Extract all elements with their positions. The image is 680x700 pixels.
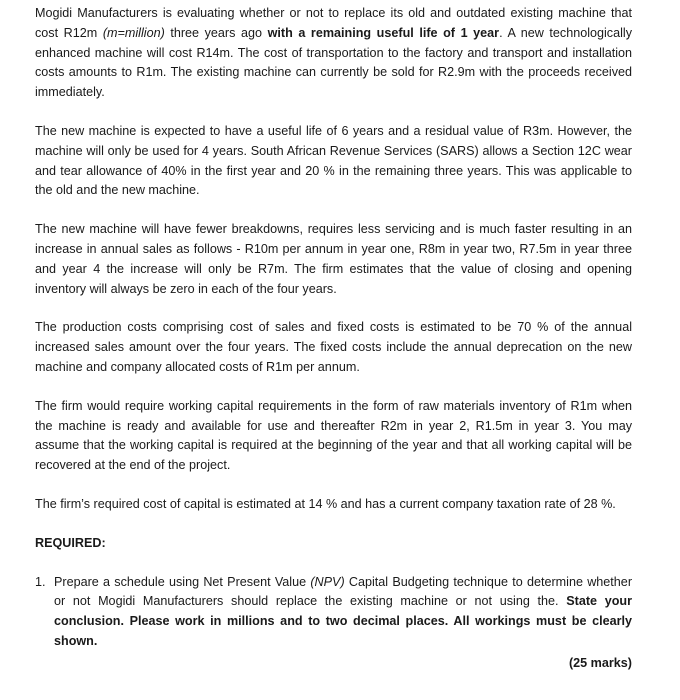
paragraph-intro [35,4,632,103]
required-heading: REQUIRED: [35,535,106,550]
paragraph-sales-increase: The new machine will have fewer breakdowns, requires less servicing and is much faster resulting in an increase in annual sales as follows - R10m per annum in year one, R8m in year two, R7.5m in year three and year 4 the increase will only be R7m. The firm estimates that the value of closing and opening inventory will always be zero in each of the four years. [35,222,632,296]
intro-text-part-1: Mogidi Manufacturers is evaluating whether or not to replace its old and outdated existing machine that cost R12m [35,6,632,40]
intro-million-note: (m=million) [102,25,165,40]
required-text-part-2: Capital Budgeting technique to determine whether or not Mogidi Manufacturers should replace the existing machine or not using the. [54,574,633,609]
intro-useful-life-emphasis: with a remaining useful life of 1 year [267,25,500,40]
paragraph-production-costs: The production costs comprising cost of sales and fixed costs is estimated to be 70 % of the annual increased sales amount over the four years. The fixed costs include the annual deprecation on the new machine and company allocated costs of R1m per annum. [35,320,632,374]
required-item [35,573,632,652]
required-item-text [54,573,632,652]
intro-text-part-2: three years ago [164,25,268,40]
required-instructions-emphasis: State your conclusion. Please work in millions and to two decimal places. All workings must be clearly shown. [54,594,633,648]
document-page [35,4,632,674]
marks-label: (25 marks) [568,655,632,670]
required-text-part-1: Prepare a schedule using Net Present Value [54,574,311,589]
paragraph-useful-life: The new machine is expected to have a useful life of 6 years and a residual value of R3m. However, the machine will only be used for 4 years. South African Revenue Services (SARS) allows a Section 12C wear and tear allowance of 40% in the first year and 20 % in the remaining three years. This was applicable to the old and the new machine. [35,123,632,198]
required-item-number: 1. [35,574,46,589]
paragraph-cost-of-capital: The firm’s required cost of capital is estimated at 14 % and has a current company taxation rate of 28 %. [35,496,616,511]
intro-text-part-3: . A new technologically enhanced machine will cost R14m. The cost of transportation to the factory and transport and installation costs amounts to R1m. The existing machine can currently be sold for R2.9m with the proceeds received immediately. [35,25,632,100]
paragraph-working-capital: The firm would require working capital requirements in the form of raw materials inventory of R1m when the machine is ready and available for use and thereafter R2m in year 2, R1.5m in year 3. You may assume that the working capital is required at the beginning of the year and that all working capital will be recovered at the end of the project. [35,398,632,473]
required-npv-abbrev: (NPV) [310,574,345,589]
